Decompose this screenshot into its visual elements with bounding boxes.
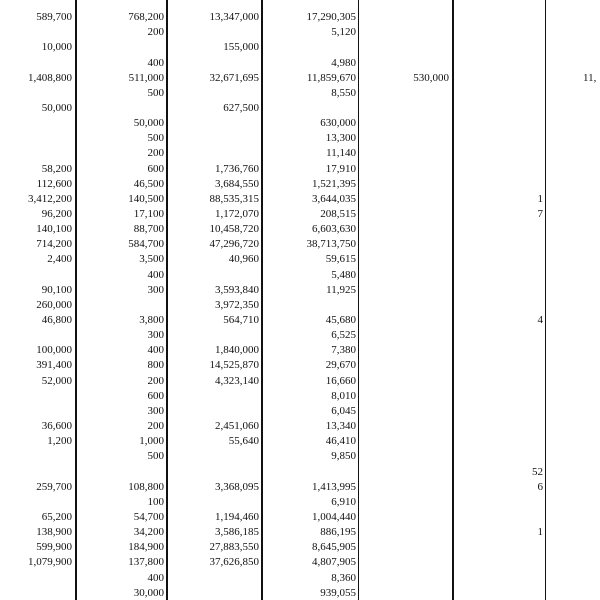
table-cell: 200 bbox=[147, 420, 164, 433]
table-cell: 599,900 bbox=[36, 541, 72, 554]
table-cell: 4,807,905 bbox=[312, 556, 356, 569]
table-cell: 200 bbox=[147, 26, 164, 39]
table-cell: 8,550 bbox=[331, 86, 356, 99]
table-cell: 630,000 bbox=[320, 117, 356, 129]
table-cell: 11,140 bbox=[326, 147, 356, 160]
table-cell: 400 bbox=[147, 268, 164, 281]
table-cell: 600 bbox=[147, 389, 164, 402]
table-cell: 1 bbox=[537, 526, 543, 539]
table-cell: 886,195 bbox=[320, 526, 356, 539]
table-cell: 391,400 bbox=[36, 359, 72, 372]
table-cell: 184,900 bbox=[128, 541, 164, 554]
table-cell: 155,000 bbox=[223, 41, 259, 54]
table-cell: 3,644,035 bbox=[312, 192, 356, 205]
table-cell: 4 bbox=[537, 314, 543, 326]
table-cell: 88,535,315 bbox=[209, 192, 259, 205]
table-cell: 140,100 bbox=[36, 223, 72, 236]
table-cell: 29,670 bbox=[325, 359, 356, 372]
table-cell: 584,700 bbox=[128, 238, 164, 251]
table-cell: 1,521,395 bbox=[312, 177, 356, 190]
table-cell: 65,200 bbox=[41, 510, 72, 523]
table-cell: 714,200 bbox=[36, 238, 72, 251]
table-cell: 3,412,200 bbox=[28, 192, 72, 205]
table-cell: 8,010 bbox=[331, 389, 356, 402]
table-cell: 260,000 bbox=[36, 298, 72, 311]
table-cell: 96,200 bbox=[41, 208, 72, 220]
table-cell: 90,100 bbox=[41, 283, 72, 296]
table-cell: 1,200 bbox=[47, 435, 72, 448]
table-cell: 10,458,720 bbox=[209, 223, 259, 236]
table-cell: 112,600 bbox=[36, 177, 72, 190]
table-cell: 36,600 bbox=[41, 420, 72, 433]
table-cell: 100 bbox=[147, 495, 164, 508]
table-cell: 6,045 bbox=[331, 404, 356, 417]
table-cell: 11,925 bbox=[326, 283, 356, 296]
table-cell: 939,055 bbox=[320, 586, 356, 599]
table-cell: 2,451,060 bbox=[215, 420, 259, 433]
table-cell: 2,400 bbox=[47, 253, 72, 266]
table-cell: 54,700 bbox=[133, 510, 164, 523]
table-cell: 46,410 bbox=[325, 435, 356, 448]
table-cell: 1,000 bbox=[139, 435, 164, 448]
table-cell: 4,323,140 bbox=[215, 374, 259, 387]
table-cell: 3,972,350 bbox=[215, 298, 259, 311]
table-cell: 17,910 bbox=[325, 162, 356, 175]
table-cell: 1,194,460 bbox=[215, 510, 259, 523]
table-cell: 3,586,185 bbox=[215, 526, 259, 539]
table-cell: 27,883,550 bbox=[209, 541, 259, 554]
table-cell: 7,380 bbox=[331, 344, 356, 357]
table-cell: 47,296,720 bbox=[209, 238, 259, 251]
table-cell: 38,713,750 bbox=[306, 238, 356, 251]
table-cell: 208,515 bbox=[320, 208, 356, 220]
table-cell: 52,000 bbox=[41, 374, 72, 387]
table-cell: 300 bbox=[147, 329, 164, 342]
table-cell: 400 bbox=[147, 344, 164, 357]
table-cell: 34,200 bbox=[133, 526, 164, 539]
table-cell: 16,660 bbox=[325, 374, 356, 387]
table-cell: 500 bbox=[147, 450, 164, 463]
column-divider bbox=[545, 0, 546, 600]
table-cell: 500 bbox=[147, 132, 164, 145]
table-cell: 17,100 bbox=[133, 208, 164, 220]
table-cell: 46,800 bbox=[41, 314, 72, 326]
table-cell: 3,593,840 bbox=[215, 283, 259, 296]
table-cell: 58,200 bbox=[41, 162, 72, 175]
table-cell: 3,684,550 bbox=[215, 177, 259, 190]
table-cell: 50,000 bbox=[41, 101, 72, 114]
table-cell: 530,000 bbox=[413, 71, 449, 84]
table-cell: 627,500 bbox=[223, 101, 259, 114]
table-cell: 300 bbox=[147, 404, 164, 417]
table-cell: 400 bbox=[147, 571, 164, 584]
table-cell: 5,480 bbox=[331, 268, 356, 281]
table-cell: 17,290,305 bbox=[306, 11, 356, 23]
table-cell: 138,900 bbox=[36, 526, 72, 539]
table-cell: 800 bbox=[147, 359, 164, 372]
table-cell: 52 bbox=[532, 465, 543, 478]
table-cell: 11,859,670 bbox=[306, 71, 356, 84]
table-cell: 10,000 bbox=[41, 41, 72, 54]
table-cell: 6 bbox=[537, 480, 543, 493]
table-cell: 6,910 bbox=[331, 495, 356, 508]
table-cell: 137,800 bbox=[128, 556, 164, 569]
table-cell: 13,347,000 bbox=[209, 11, 259, 23]
column-divider bbox=[261, 0, 263, 600]
column-divider bbox=[166, 0, 168, 600]
table-cell: 200 bbox=[147, 147, 164, 160]
table-cell: 3,500 bbox=[139, 253, 164, 266]
table-cell: 40,960 bbox=[228, 253, 259, 266]
table-cell: 8,645,905 bbox=[312, 541, 356, 554]
column-divider bbox=[75, 0, 77, 600]
table-cell: 14,525,870 bbox=[209, 359, 259, 372]
column-divider bbox=[452, 0, 454, 600]
table-cell: 100,000 bbox=[36, 344, 72, 357]
table-cell: 13,340 bbox=[325, 420, 356, 433]
table-cell: 37,626,850 bbox=[209, 556, 259, 569]
table-cell: 9,850 bbox=[331, 450, 356, 463]
table-cell: 400 bbox=[147, 56, 164, 69]
table-cell: 3,368,095 bbox=[215, 480, 259, 493]
table-cell: 88,700 bbox=[133, 223, 164, 236]
table-cell: 59,615 bbox=[325, 253, 356, 266]
table-cell: 6,603,630 bbox=[312, 223, 356, 236]
table-cell: 1,413,995 bbox=[312, 480, 356, 493]
table-cell: 768,200 bbox=[128, 11, 164, 23]
table-cell: 140,500 bbox=[128, 192, 164, 205]
table-cell: 7 bbox=[537, 208, 543, 220]
table-cell: 30,000 bbox=[133, 586, 164, 599]
table-cell: 1,840,000 bbox=[215, 344, 259, 357]
table-cell: 3,800 bbox=[139, 314, 164, 326]
table-cell: 13,300 bbox=[325, 132, 356, 145]
table-cell: 1 bbox=[537, 192, 543, 205]
table-cell: 259,700 bbox=[36, 480, 72, 493]
table-cell: 46,500 bbox=[133, 177, 164, 190]
table-cell: 1,736,760 bbox=[215, 162, 259, 175]
table-cell: 108,800 bbox=[128, 480, 164, 493]
column-divider bbox=[358, 0, 359, 600]
table-cell: 1,408,800 bbox=[28, 71, 72, 84]
table-cell: 6,525 bbox=[331, 329, 356, 342]
table-cell: 500 bbox=[147, 86, 164, 99]
table-cell: 1,172,070 bbox=[215, 208, 259, 220]
table-cell: 1,004,440 bbox=[312, 510, 356, 523]
table-cell: 589,700 bbox=[36, 11, 72, 23]
table-cell: 45,680 bbox=[325, 314, 356, 326]
table-cell: 11, bbox=[583, 71, 597, 84]
table-cell: 50,000 bbox=[133, 117, 164, 129]
table-cell: 8,360 bbox=[331, 571, 356, 584]
table-cell: 5,120 bbox=[331, 26, 356, 39]
table-cell: 32,671,695 bbox=[209, 71, 259, 84]
table-cell: 200 bbox=[147, 374, 164, 387]
table-cell: 55,640 bbox=[228, 435, 259, 448]
table-cell: 564,710 bbox=[223, 314, 259, 326]
table-cell: 600 bbox=[147, 162, 164, 175]
table-cell: 300 bbox=[147, 283, 164, 296]
table-cell: 4,980 bbox=[331, 56, 356, 69]
table-cell: 1,079,900 bbox=[28, 556, 72, 569]
table-cell: 511,000 bbox=[128, 71, 164, 84]
